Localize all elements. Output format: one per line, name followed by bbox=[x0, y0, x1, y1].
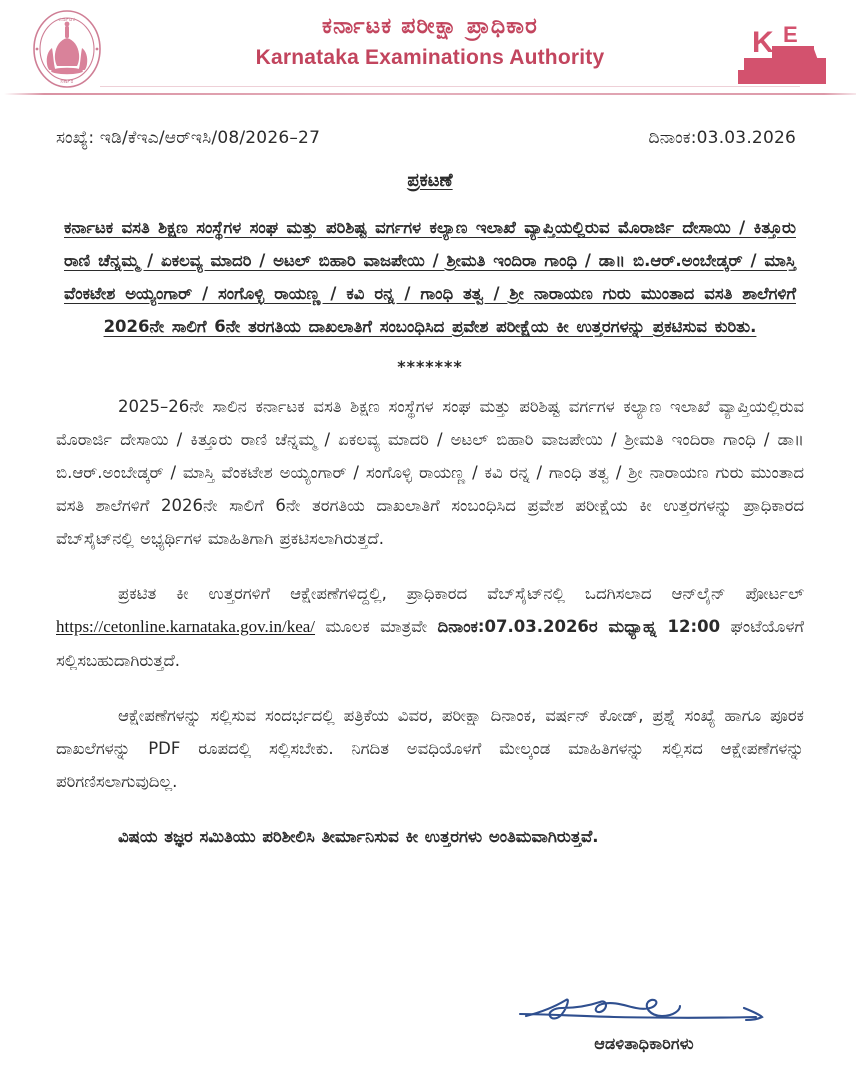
document-body bbox=[0, 128, 860, 853]
issue-date: ದಿನಾಂಕ:03.03.2026 bbox=[648, 128, 796, 148]
objection-text-before-link: ಪ್ರಕಟಿತ ಕೀ ಉತ್ತರಗಳಿಗೆ ಆಕ್ಷೇಪಣೆಗಳಿದ್ದಲ್ಲಿ, ಪ್ರಾಧಿಕಾರದ ವೆಬ್‌ಸೈಟ್‌ನಲ್ಲಿ ಒದಗಿಸಲಾದ ಆನ್‌ಲೈನ್ ಪೋರ್ಟಲ್ bbox=[118, 584, 804, 603]
svg-text:ಕರ್ನಾಟಕ: ಕರ್ನಾಟಕ bbox=[58, 17, 76, 23]
masthead bbox=[150, 12, 710, 70]
reference-number: ಸಂಖ್ಯೆ: ಇಡಿ/ಕೆಇಎ/ಆರ್‌ಇಸಿ/08/2026–27 bbox=[56, 128, 321, 148]
paragraph-objection-window bbox=[56, 577, 804, 677]
header-divider bbox=[4, 93, 856, 95]
paragraph-objection-requirements: ಆಕ್ಷೇಪಣೆಗಳನ್ನು ಸಲ್ಲಿಸುವ ಸಂದರ್ಭದಲ್ಲಿ ಪತ್ರಿಕೆಯ ವಿವರ, ಪರೀಕ್ಷಾ ದಿನಾಂಕ, ವರ್ಷನ್ ಕೋಡ್, ಪ್ರಶ್ನೆ ಸಂಖ್ಯೆ ಹಾಗೂ ಪೂರಕ ದಾಖಲೆಗಳನ್ನು PDF ರೂಪದಲ್ಲಿ ಸಲ್ಲಿಸಬೇಕು. ನಿಗದಿತ ಅವಧಿಯೊಳಗೆ ಮೇಲ್ಕಂಡ ಮಾಹಿತಿಗಳನ್ನು ಸಲ್ಲಿಸದ ಆಕ್ಷೇಪಣೆಗಳನ್ನು ಪರಿಗಣಿಸಲಾಗುವುದಿಲ್ಲ. bbox=[56, 706, 804, 791]
kea-logo-icon bbox=[738, 8, 842, 90]
handwritten-signature-icon bbox=[504, 986, 784, 1032]
header-divider-thin bbox=[100, 86, 800, 87]
section-separator: ******* bbox=[397, 357, 463, 376]
subject-statement: ಕರ್ನಾಟಕ ವಸತಿ ಶಿಕ್ಷಣ ಸಂಸ್ಥೆಗಳ ಸಂಘ ಮತ್ತು ಪರಿಶಿಷ್ಟ ವರ್ಗಗಳ ಕಲ್ಯಾಣ ಇಲಾಖೆ ವ್ಯಾಪ್ತಿಯಲ್ಲಿರುವ ಮೊರಾರ್ಜಿ ದೇಸಾಯಿ / ಕಿತ್ತೂರು ರಾಣಿ ಚೆನ್ನಮ್ಮ / ಏಕಲವ್ಯ ಮಾದರಿ / ಅಟಲ್ ಬಿಹಾರಿ ವಾಜಪೇಯಿ / ಶ್ರೀಮತಿ ಇಂದಿರಾ ಗಾಂಧಿ / ಡಾ॥ ಬಿ.ಆರ್.ಅಂಬೇಡ್ಕರ್ / ಮಾಸ್ತಿ ವೆಂಕಟೇಶ ಅಯ್ಯಂಗಾರ್ / ಸಂಗೊಳ್ಳಿ ರಾಯಣ್ಣ / ಕವಿ ರನ್ನ / ಗಾಂಧಿ ತತ್ವ / ಶ್ರೀ ನಾರಾಯಣ ಗುರು ಮುಂತಾದ ವಸತಿ ಶಾಲೆಗಳಿಗೆ 2026ನೇ ಸಾಲಿಗೆ 6ನೇ ತರಗತಿಯ ದಾಖಲಾತಿಗೆ ಸಂಬಂಧಿಸಿದ ಪ್ರವೇಶ ಪರೀಕ್ಷೆಯ ಕೀ ಉತ್ತರಗಳನ್ನು ಪ್ರಕಟಿಸುವ ಕುರಿತು. bbox=[64, 218, 796, 336]
svg-text:E: E bbox=[783, 22, 798, 47]
authority-title-kannada: ಕರ್ನಾಟಕ ಪರೀಕ್ಷಾ ಪ್ರಾಧಿಕಾರ bbox=[322, 14, 538, 39]
objection-text-after-link: ಮೂಲಕ ಮಾತ್ರವೇ bbox=[315, 617, 438, 636]
signatory-designation: ಆಡಳಿತಾಧಿಕಾರಿಗಳು bbox=[594, 1034, 694, 1053]
objection-portal-link[interactable]: https://cetonline.karnataka.gov.in/kea/ bbox=[56, 617, 316, 636]
objection-deadline: ದಿನಾಂಕ:07.03.2026ರ ಮಧ್ಯಾಹ್ನ 12:00 bbox=[437, 617, 721, 636]
reference-line bbox=[56, 128, 804, 148]
paragraph-final-decision: ವಿಷಯ ತಜ್ಞರ ಸಮಿತಿಯು ಪರಿಶೀಲಿಸಿ ತೀರ್ಮಾನಿಸುವ ಕೀ ಉತ್ತರಗಳು ಅಂತಿಮವಾಗಿರುತ್ತವೆ. bbox=[118, 827, 599, 846]
authority-title-english: Karnataka Examinations Authority bbox=[255, 45, 605, 69]
svg-text:A: A bbox=[800, 42, 822, 75]
svg-text:ಸರ್ಕಾರ: ಸರ್ಕಾರ bbox=[60, 79, 74, 85]
signature-block bbox=[494, 986, 794, 1054]
letterhead bbox=[0, 0, 860, 96]
objection-text-tail: ಘಂಟೆಯೊಳಗೆ ಸಲ್ಲಿಸಬಹುದಾಗಿರುತ್ತದೆ. bbox=[56, 617, 804, 670]
page-title: ಪ್ರಕಟಣೆ bbox=[407, 170, 453, 191]
paragraph-announcement: 2025–26ನೇ ಸಾಲಿನ ಕರ್ನಾಟಕ ವಸತಿ ಶಿಕ್ಷಣ ಸಂಸ್ಥೆಗಳ ಸಂಘ ಮತ್ತು ಪರಿಶಿಷ್ಟ ವರ್ಗಗಳ ಕಲ್ಯಾಣ ಇಲಾಖೆ ವ್ಯಾಪ್ತಿಯಲ್ಲಿರುವ ಮೊರಾರ್ಜಿ ದೇಸಾಯಿ / ಕಿತ್ತೂರು ರಾಣಿ ಚೆನ್ನಮ್ಮ / ಏಕಲವ್ಯ ಮಾದರಿ / ಅಟಲ್ ಬಿಹಾರಿ ವಾಜಪೇಯಿ / ಶ್ರೀಮತಿ ಇಂದಿರಾ ಗಾಂಧಿ / ಡಾ॥ ಬಿ.ಆರ್.ಅಂಬೇಡ್ಕರ್ / ಮಾಸ್ತಿ ವೆಂಕಟೇಶ ಅಯ್ಯಂಗಾರ್ / ಸಂಗೊಳ್ಳಿ ರಾಯಣ್ಣ / ಕವಿ ರನ್ನ / ಗಾಂಧಿ ತತ್ವ / ಶ್ರೀ ನಾರಾಯಣ ಗುರು ಮುಂತಾದ ವಸತಿ ಶಾಲೆಗಳಿಗೆ 2026ನೇ ಸಾಲಿಗೆ 6ನೇ ತರಗತಿಯ ದಾಖಲಾತಿಗೆ ಸಂಬಂಧಿಸಿದ ಪ್ರವೇಶ ಪರೀಕ್ಷೆಯ ಕೀ ಉತ್ತರಗಳನ್ನು ಪ್ರಾಧಿಕಾರದ ವೆಬ್‌ಸೈಟ್‌ನಲ್ಲಿ ಅಭ್ಯರ್ಥಿಗಳ ಮಾಹಿತಿಗಾಗಿ ಪ್ರಕಟಿಸಲಾಗಿರುತ್ತದೆ. bbox=[56, 397, 804, 548]
svg-text:K: K bbox=[752, 26, 774, 59]
karnataka-government-emblem-icon bbox=[26, 8, 108, 90]
